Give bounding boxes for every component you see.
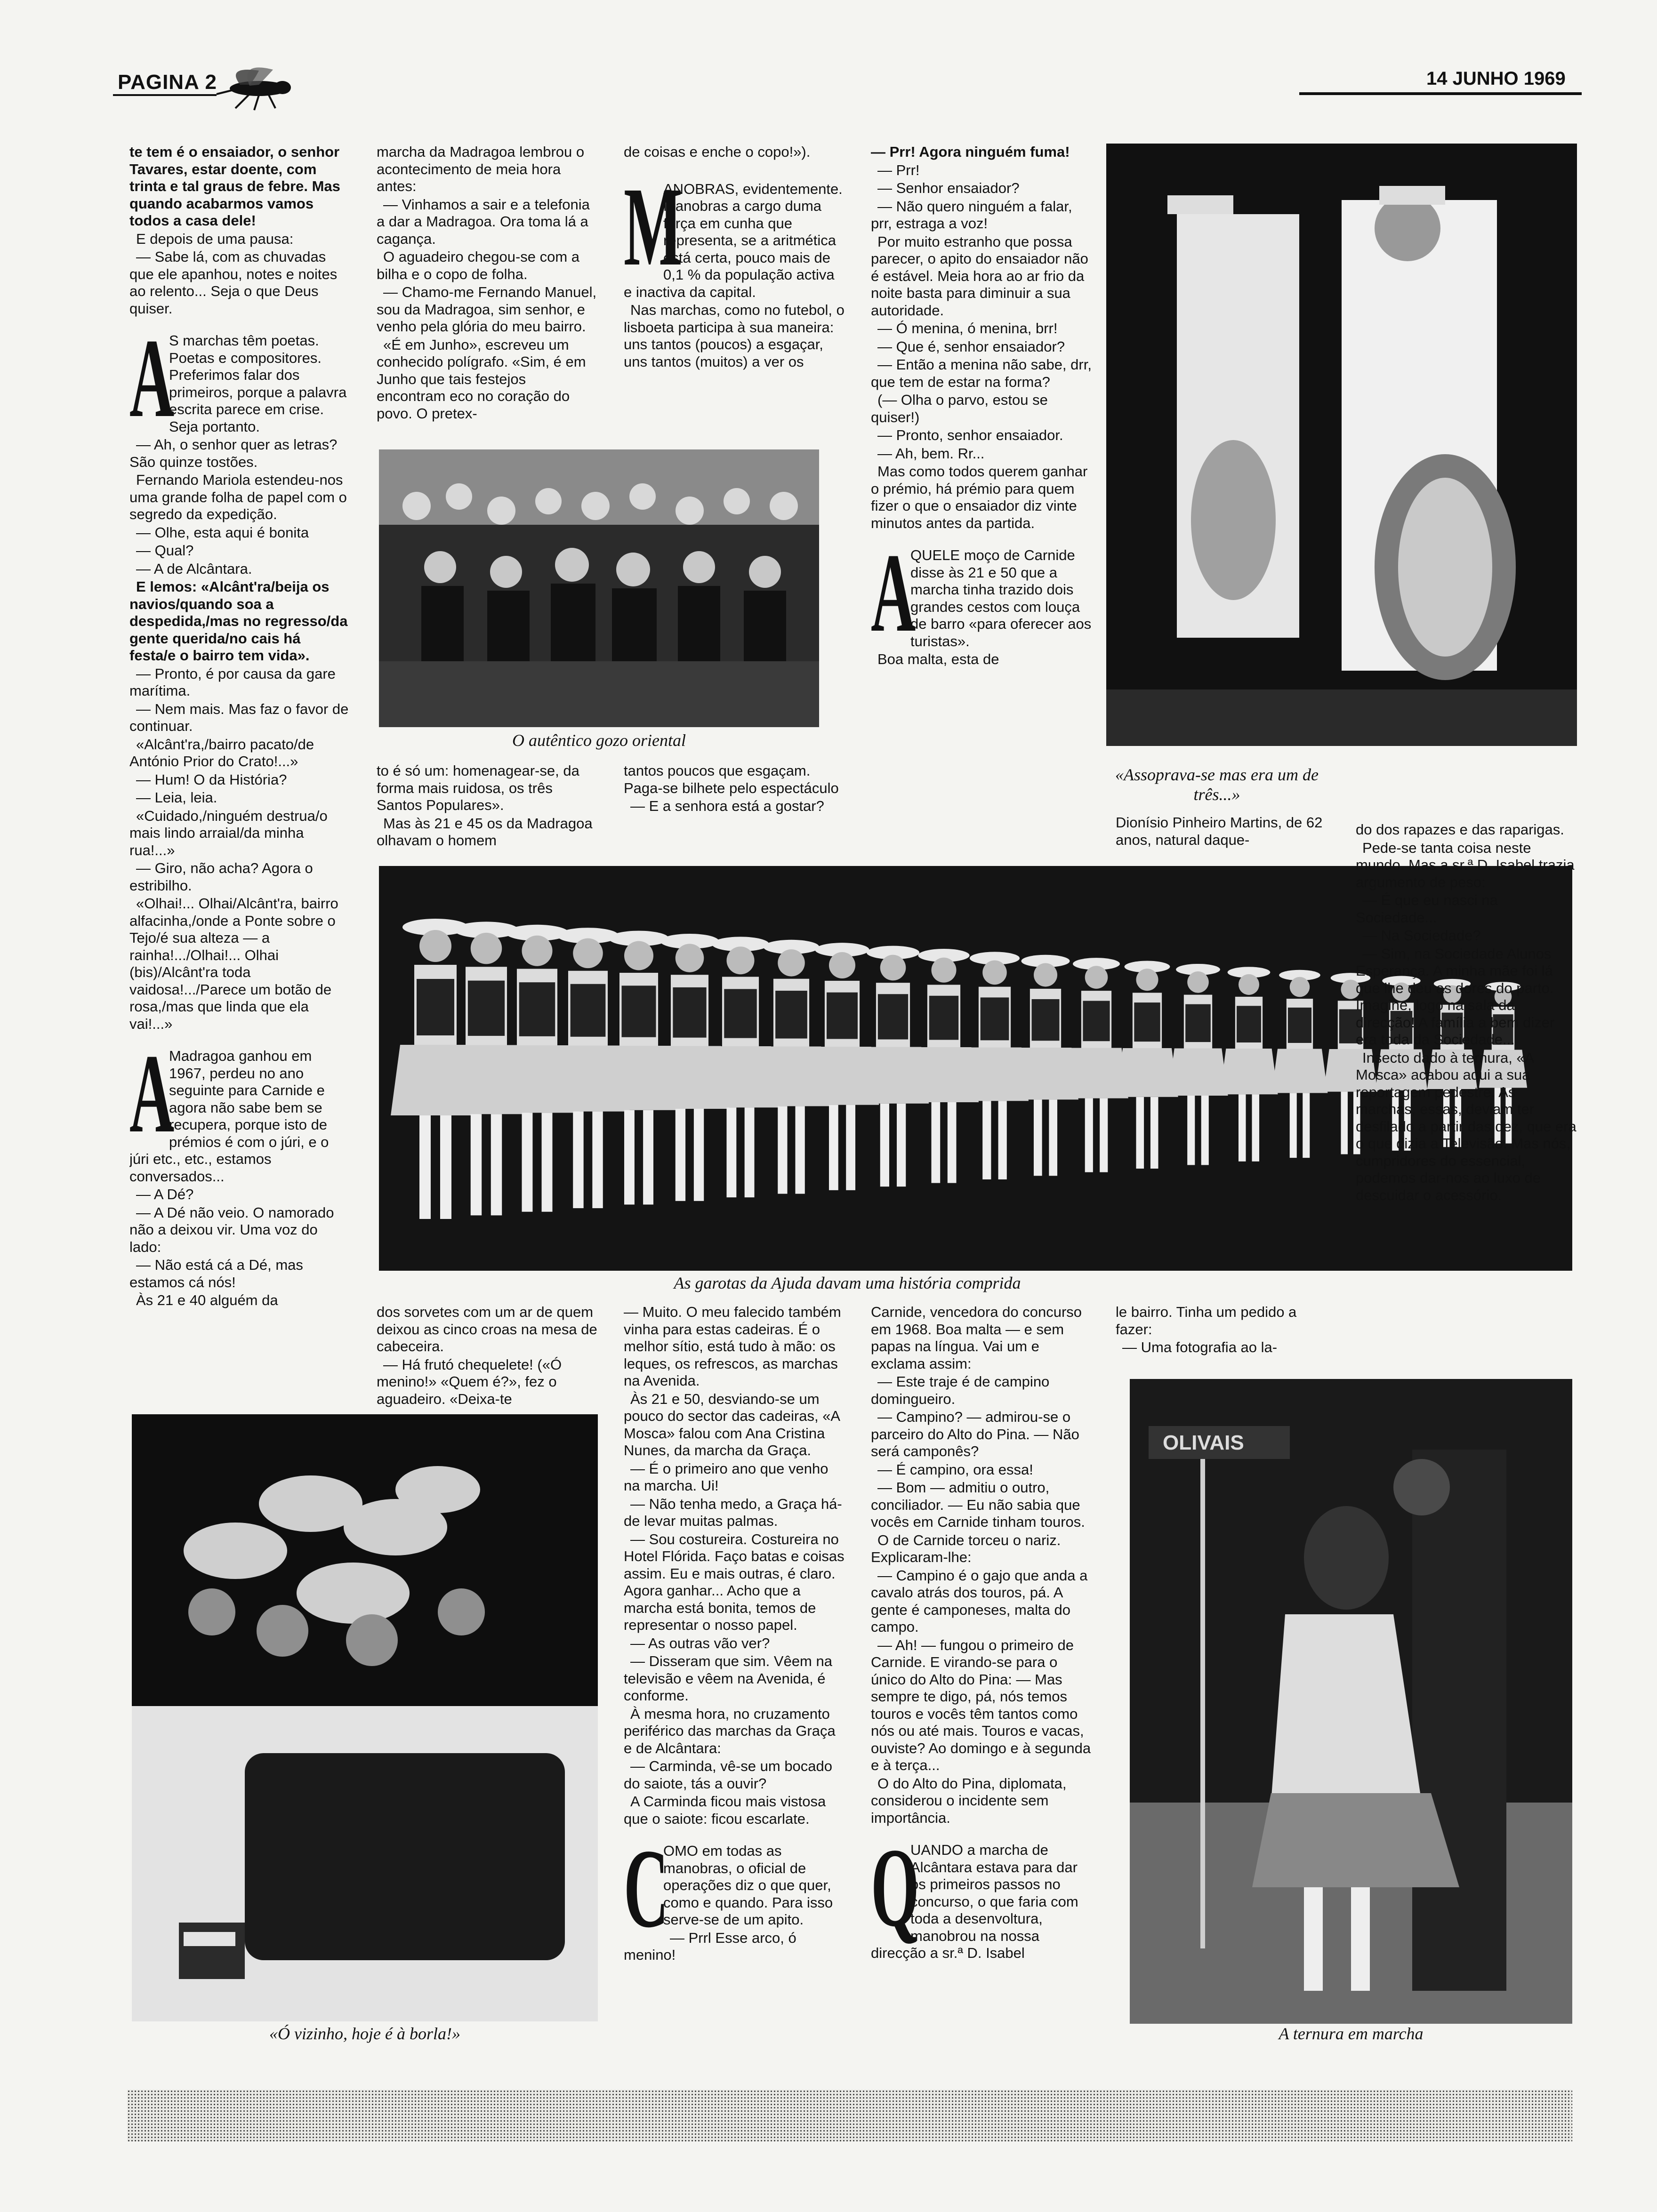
column-6 xyxy=(1356,821,1577,1362)
paragraph: — Que é, senhor ensaiador? xyxy=(877,338,1065,355)
paragraph: Carnide, vencedora do concurso em 1968. Boa malta — e sem papas na língua. Vai um e exclama assim: xyxy=(871,1304,1082,1372)
paragraph: (— Olha o parvo, estou se quiser!) xyxy=(871,392,1048,425)
paragraph: — Ah, o senhor quer as letras? São quinze tostões. xyxy=(129,436,338,470)
column-5-top xyxy=(1116,814,1332,857)
paragraph: — Campino é o gajo que anda a cavalo atrás dos touros, pá. A gente é camponeses, malta do campo. xyxy=(871,1567,1088,1635)
paragraph: — A de Alcântara. xyxy=(136,560,252,577)
paragraph: Madragoa ganhou em 1967, perdeu no ano seguinte para Carnide e agora não sabe bem se recupera, porque isto de prémios é com o júri, e o júri etc., etc., estamos conversados... xyxy=(129,1048,329,1185)
olivais-sign: OLIVAIS xyxy=(1163,1431,1244,1454)
column-4-bottom xyxy=(871,1304,1092,2076)
paragraph: — É o primeiro ano que venho na marcha. Ui! xyxy=(624,1460,828,1494)
paragraph: Mas como todos querem ganhar o prémio, há prémio para quem fizer o que o ensaiador diz vinte minutos antes da partida. xyxy=(871,463,1088,531)
paragraph: OMO em todas as manobras, o oficial de operações diz o que quer, como e quando. Para isso serve-se de um apito. xyxy=(663,1843,833,1928)
paragraph: do dos rapazes e das raparigas. xyxy=(1356,821,1564,838)
paragraph: À mesma hora, no cruzamento periférico das marchas da Graça e de Alcântara: xyxy=(624,1705,836,1756)
fly-logo-icon xyxy=(207,61,301,113)
paragraph: Pede-se tanta coisa neste mundo. Mas a sr.ª D. Isabel trazia argumento de peso: xyxy=(1356,839,1575,890)
paragraph: te tem é o ensaiador, o senhor Tavares, estar doente, com trinta e tal graus de febre. Mas quando acabarmos vamos todos a casa dele! xyxy=(129,144,340,229)
paragraph: dos sorvetes com um ar de quem deixou as cinco croas na mesa de cabeceira. xyxy=(377,1304,597,1354)
paragraph: — Sabe lá, com as chuvadas que ele apanhou, notes e noites ao relento... Seja o que Deus quiser. xyxy=(129,248,338,317)
paragraph: — Ah! — fungou o primeiro de Carnide. E virando-se para o único do Alto do Pina: — Mas sempre te digo, pá, nós temos touros e vocês têm tantos como nós ou até mais. Touros e vacas, ouviste? Ao domingo e à segunda e à terça... xyxy=(871,1636,1091,1773)
paragraph: Insecto dado à ternura, «A Mosca» acabou aqui a sua reportagem pedestre. As marchas, essas, deviam ter desfilado a partir das dez, que era o que dizia a Televisão. Mas nós, cumpridores do essencial, podemos dar-nos ao luxo de descuidar o acessório. xyxy=(1356,1049,1577,1203)
paragraph: — Sim, na Sociedade Alunos Esperança. A minha mãe foi lá que lhe deu as dores do parto. Imagine, logo na sala da direcção! A família a bem dizer era toda da Sociedade... xyxy=(1356,945,1555,1048)
paragraph: — Prr! xyxy=(877,161,920,178)
paragraph: — Há frutó chequelete! («Ó menino!» «Quem é?», fez o aguadeiro. «Deixa-te xyxy=(377,1356,562,1407)
column-5-bottom xyxy=(1116,1304,1337,1379)
paragraph: — Giro, não acha? Agora o estribilho. xyxy=(129,860,313,894)
drop-cap: A xyxy=(129,315,175,441)
paragraph: Dionísio Pinheiro Martins, de 62 anos, natural daque- xyxy=(1116,814,1323,848)
column-3-top xyxy=(624,144,845,449)
paragraph: E lemos: «Alcânt'ra/beija os navios/quando soa a despedida,/mas no regresso/da gente querida/no cais há festa/e o bairro tem vida». xyxy=(129,578,348,664)
paragraph: O do Alto do Pina, diplomata, considerou o incidente sem importância. xyxy=(871,1775,1067,1826)
caption-bus: «Ó vizinho, hoje é à borla!» xyxy=(269,2024,460,2043)
column-1 xyxy=(129,144,351,1414)
paragraph: — Pronto, é por causa da gare marítima. xyxy=(129,665,336,699)
paragraph: — Não tenha medo, a Graça há-de levar muitas palmas. xyxy=(624,1495,842,1529)
paragraph: — Leia, leia. xyxy=(136,789,217,806)
paragraph: — Este traje é de campino domingueiro. xyxy=(871,1373,1050,1407)
paragraph: «É em Junho», escreveu um conhecido polígrafo. «Sim, é em Junho que tais festejos encontram eco no coração do povo. O pretex- xyxy=(377,336,586,422)
caption-dancers: As garotas da Ajuda davam uma história comprida xyxy=(674,1274,1021,1292)
halftone-band xyxy=(127,2090,1572,2141)
band-photo xyxy=(1106,144,1577,746)
paragraph: — Uma fotografia ao la- xyxy=(1122,1339,1278,1355)
column-3-middle xyxy=(624,762,845,857)
paragraph: QUELE moço de Carnide disse às 21 e 50 que a marcha tinha trazido dois grandes cestos com louça de barro «para oferecer aos turistas». xyxy=(910,547,1092,649)
couple-photo xyxy=(1130,1379,1572,2024)
paragraph: — Sou costureira. Costureira no Hotel Flórida. Faço batas e coisas assim. Eu e mais outras, é claro. Agora ganhar... Acho que a marcha está bonita, temos de representar o nosso papel. xyxy=(624,1531,845,1633)
paragraph: — Vinhamos a sair e a telefonia a dar a Madragoa. Ora toma lá a cagança. xyxy=(377,196,590,247)
paragraph: — Prrl Esse arco, ó menino! xyxy=(624,1929,796,1963)
column-3-bottom xyxy=(624,1304,845,2076)
paragraph: — Senhor ensaiador? xyxy=(877,180,1020,196)
page-label: PAGINA 2 xyxy=(118,71,217,94)
paragraph: — Olhe, esta aqui é bonita xyxy=(136,524,309,541)
paragraph: UANDO a marcha de Alcântara estava para dar os primeiros passos no concurso, o que faria com toda a desenvoltura, manobrou na nossa direcção a sr.ª D. Isabel xyxy=(871,1842,1078,1961)
paragraph: S marchas têm poetas. Poetas e compositores. Preferimos falar dos primeiros, porque a palavra escrita parece em crise. Seja portanto. xyxy=(169,332,347,435)
paragraph: ANOBRAS, evidentemente. Manobras a cargo duma força em cunha que representa, se a aritmética está certa, pouco mais de 0,1 % da população activa e inactiva da capital. xyxy=(624,180,843,300)
paragraph: E depois de uma pausa: xyxy=(136,230,294,247)
caption-band: «Assoprava-se mas era um de três...» xyxy=(1115,765,1319,804)
paragraph: «Olhai!... Olhai/Alcânt'ra, bairro alfacinha,/onde a Ponte sobre o Tejo/é sua alteza — a rainha!.../Olhai!... Olhai (bis)/Alcânt'ra toda vaidosa!.../Parece um botão de rosa,/mas que linda que ela vai!...» xyxy=(129,895,338,1032)
caption-couple: A ternura em marcha xyxy=(1279,2024,1424,2043)
paragraph: — Não está cá a Dé, mas estamos cá nós! xyxy=(129,1257,303,1290)
paragraph: — E a senhora está a gostar? xyxy=(630,798,824,814)
paragraph: — Bom — admitiu o outro, conciliador. — Eu não sabia que vocês em Carnide tinham touros. xyxy=(871,1479,1085,1530)
paragraph: — Qual? xyxy=(136,542,194,559)
caption-crowd: O autêntico gozo oriental xyxy=(512,731,686,750)
paragraph: le bairro. Tinha um pedido a fazer: xyxy=(1116,1304,1297,1338)
paragraph: — A Dé não veio. O namorado não a deixou vir. Uma voz do lado: xyxy=(129,1204,334,1255)
paragraph: de coisas e enche o copo!»). xyxy=(624,144,811,160)
paragraph: — Não quero ninguém a falar, prr, estraga a voz! xyxy=(871,198,1072,232)
header-rule-left xyxy=(113,94,217,96)
paragraph: — Pronto, senhor ensaiador. xyxy=(877,427,1063,443)
drop-cap: Q xyxy=(871,1825,919,1950)
paragraph: O aguadeiro chegou-se com a bilha e o copo de folha. xyxy=(377,248,580,282)
paragraph: Fernando Mariola estendeu-nos uma grande folha de papel com o segredo da expedição. xyxy=(129,472,347,522)
paragraph: A Carminda ficou mais vistosa que o saiote: ficou escarlate. xyxy=(624,1793,826,1827)
paragraph: — Então a menina não sabe, drr, que tem de estar na forma? xyxy=(871,356,1092,390)
drop-cap: C xyxy=(624,1826,669,1951)
crowd-photo xyxy=(379,449,819,727)
paragraph: — Hum! O da História? xyxy=(136,771,287,788)
paragraph: tantos poucos que esgaçam. Paga-se bilhete pelo espectáculo xyxy=(624,762,839,796)
column-4-top xyxy=(871,144,1092,859)
paragraph: Nas marchas, como no futebol, o lisboeta participa à sua maneira: uns tantos (poucos) a esgaçar, uns tantos (muitos) a ver os xyxy=(624,302,845,370)
bus-photo xyxy=(132,1414,598,2021)
drop-cap: A xyxy=(871,530,916,655)
paragraph: Às 21 e 50, desviando-se um pouco do sector das cadeiras, «A Mosca» falou com Ana Cristina Nunes, da marcha da Graça. xyxy=(624,1390,840,1459)
paragraph: — Campino? — admirou-se o parceiro do Alto do Pina. — Não será camponês? xyxy=(871,1409,1079,1459)
paragraph: «Alcânt'ra,/bairro pacato/de António Prior do Crato!...» xyxy=(129,736,314,769)
paragraph: — As outras vão ver? xyxy=(630,1635,770,1651)
drop-cap: A xyxy=(129,1031,175,1156)
paragraph: — Na Sociedade? xyxy=(1362,927,1481,944)
paragraph: «Cuidado,/ninguém destrua/o mais lindo arraial/da minha rua!...» xyxy=(129,807,328,858)
paragraph: — Disseram que sim. Vêem na televisão e vêem na Avenida, é conforme. xyxy=(624,1653,832,1704)
paragraph: Às 21 e 40 alguém da xyxy=(136,1292,278,1308)
column-2-top xyxy=(377,144,598,449)
issue-date: 14 JUNHO 1969 xyxy=(1426,68,1566,89)
paragraph: to é só um: homenagear-se, da forma mais ruidosa, os três Santos Populares». xyxy=(377,762,579,813)
paragraph: — Prr! Agora ninguém fuma! xyxy=(871,144,1070,160)
paragraph: Mas às 21 e 45 os da Madragoa olhavam o homem xyxy=(377,815,593,849)
paragraph: — Nem mais. Mas faz o favor de continuar. xyxy=(129,700,349,734)
paragraph: — Carminda, vê-se um bocado do saiote, tás a ouvir? xyxy=(624,1758,833,1792)
paragraph: marcha da Madragoa lembrou o acontecimento de meia hora antes: xyxy=(377,144,585,194)
drop-cap: M xyxy=(624,163,683,289)
paragraph: — É que eu nasci na Sociedade... xyxy=(1356,892,1498,926)
paragraph: — Ah, bem. Rr... xyxy=(877,445,985,462)
paragraph: O de Carnide torceu o nariz. Explicaram-lhe: xyxy=(871,1531,1061,1565)
paragraph: — A Dé? xyxy=(136,1186,194,1202)
paragraph: Por muito estranho que possa parecer, o apito do ensaiador não é estável. Meia hora ao ar frio da noite basta para diminuir a sua autoridade. xyxy=(871,233,1088,319)
paragraph: — É campino, ora essa! xyxy=(877,1461,1033,1478)
paragraph: — Ó menina, ó menina, brr! xyxy=(877,320,1058,337)
column-2-middle xyxy=(377,762,598,857)
paragraph: — Chamo-me Fernando Manuel, sou da Madragoa, sim senhor, e venho pela glória do meu bairro. xyxy=(377,284,597,335)
paragraph: — Muito. O meu falecido também vinha para estas cadeiras. É o melhor sítio, está tudo à mão: os leques, os refrescos, as marchas na Avenida. xyxy=(624,1304,841,1389)
header-rule-right xyxy=(1299,92,1582,95)
column-2-bottom xyxy=(377,1304,598,1407)
paragraph: Boa malta, esta de xyxy=(877,651,999,667)
